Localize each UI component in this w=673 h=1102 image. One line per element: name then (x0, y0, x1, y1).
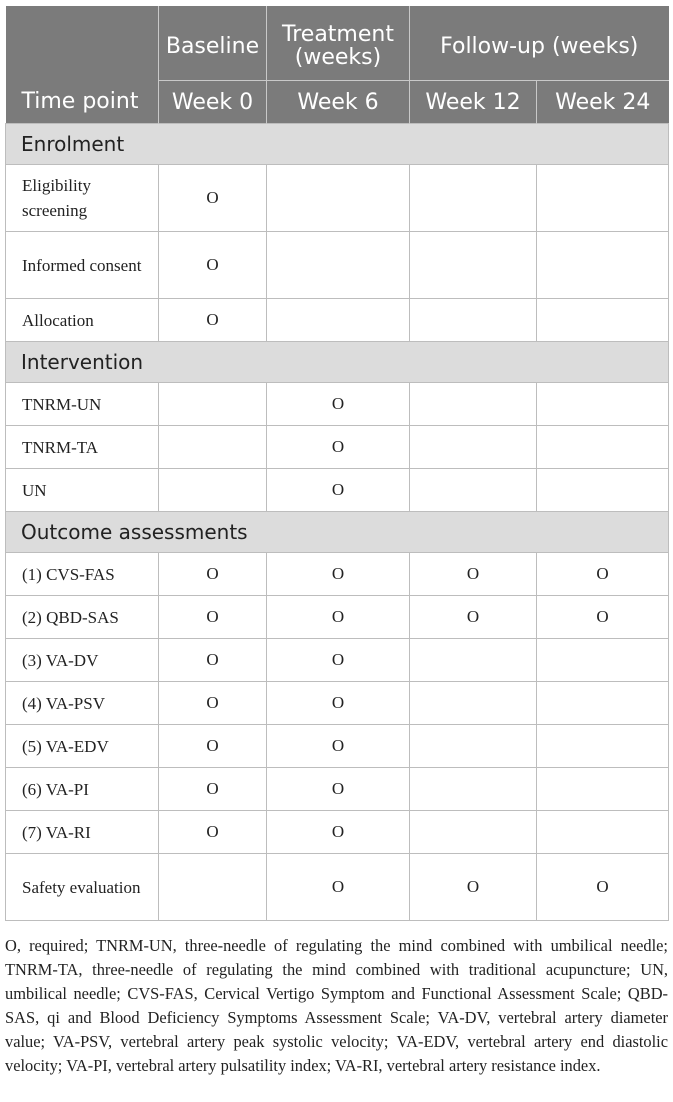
table-row (6, 854, 669, 921)
schedule-mark-cell (537, 639, 669, 682)
schedule-mark-cell: O (159, 725, 267, 768)
schedule-mark-cell: O (410, 854, 537, 921)
schedule-mark-cell: O (159, 811, 267, 854)
table-row (6, 596, 669, 639)
header-corner (6, 6, 159, 81)
table-row (6, 811, 669, 854)
schedule-mark-cell (537, 768, 669, 811)
schedule-mark-cell (537, 383, 669, 426)
schedule-mark-cell (410, 639, 537, 682)
table-footnote: O, required; TNRM-UN, three-needle of regulating the mind combined with umbilical needle; TNRM-TA, three-needle of regulating the mind combined with traditional acupuncture; UN, umbilical needle; CVS-FAS, Cervical Vertigo Symptom and Functional Assessment Scale; QBD-SAS, qi and Blood Deficiency Symptoms Assessment Scale; VA-DV, vertebral artery diameter value; VA-PSV, vertebral artery peak systolic velocity; VA-EDV, vertebral artery end diastolic velocity; VA-PI, vertebral artery pulsatility index; VA-RI, vertebral artery resistance index. (5, 936, 668, 1075)
schedule-mark-cell: O (267, 553, 410, 596)
section-title: Outcome assessments (6, 512, 669, 553)
section-title: Intervention (6, 342, 669, 383)
table-row (6, 232, 669, 299)
schedule-mark-cell (159, 469, 267, 512)
header-week-12: Week 12 (410, 81, 537, 124)
schedule-mark-cell (537, 811, 669, 854)
schedule-mark-cell (410, 299, 537, 342)
schedule-mark-cell (410, 682, 537, 725)
schedule-mark-cell: O (537, 854, 669, 921)
schedule-mark-cell: O (267, 426, 410, 469)
schedule-mark-cell: O (159, 639, 267, 682)
header-week-0: Week 0 (159, 81, 267, 124)
header-row-weeks (6, 81, 669, 124)
row-label: (6) VA-PI (6, 768, 159, 811)
schedule-mark-cell (537, 682, 669, 725)
header-row-phases (6, 6, 669, 81)
schedule-mark-cell: O (159, 165, 267, 232)
schedule-mark-cell (537, 426, 669, 469)
table-row (6, 682, 669, 725)
schedule-mark-cell: O (267, 854, 410, 921)
schedule-mark-cell: O (267, 682, 410, 725)
schedule-mark-cell: O (537, 596, 669, 639)
row-label: (7) VA-RI (6, 811, 159, 854)
row-label: Allocation (6, 299, 159, 342)
schedule-mark-cell: O (267, 383, 410, 426)
section-row (6, 342, 669, 383)
schedule-mark-cell (537, 165, 669, 232)
table-row (6, 383, 669, 426)
schedule-mark-cell (410, 232, 537, 299)
table-row (6, 469, 669, 512)
header-followup: Follow-up (weeks) (410, 6, 669, 81)
schedule-mark-cell (537, 469, 669, 512)
row-label: (1) CVS-FAS (6, 553, 159, 596)
schedule-mark-cell (410, 469, 537, 512)
table-body (6, 124, 669, 921)
header-week-6: Week 6 (267, 81, 410, 124)
schedule-mark-cell: O (159, 553, 267, 596)
schedule-mark-cell: O (410, 553, 537, 596)
schedule-mark-cell: O (159, 768, 267, 811)
row-label: UN (6, 469, 159, 512)
section-title: Enrolment (6, 124, 669, 165)
schedule-mark-cell (267, 232, 410, 299)
schedule-mark-cell (537, 232, 669, 299)
row-label: Safety evaluation (6, 854, 159, 921)
schedule-mark-cell: O (267, 768, 410, 811)
row-label: (4) VA-PSV (6, 682, 159, 725)
table-row (6, 639, 669, 682)
schedule-mark-cell: O (267, 639, 410, 682)
header-treatment: Treatment (weeks) (267, 6, 410, 81)
schedule-mark-cell: O (267, 725, 410, 768)
table-row (6, 553, 669, 596)
row-label: (5) VA-EDV (6, 725, 159, 768)
row-label: Eligibility screening (6, 165, 159, 232)
schedule-mark-cell: O (537, 553, 669, 596)
row-label: (3) VA-DV (6, 639, 159, 682)
schedule-mark-cell (410, 725, 537, 768)
schedule-mark-cell (537, 299, 669, 342)
schedule-mark-cell (410, 165, 537, 232)
schedule-mark-cell: O (159, 232, 267, 299)
schedule-mark-cell: O (159, 596, 267, 639)
section-row (6, 124, 669, 165)
header-time-point: Time point (6, 81, 159, 124)
row-label: TNRM-UN (6, 383, 159, 426)
schedule-mark-cell (410, 383, 537, 426)
schedule-mark-cell: O (410, 596, 537, 639)
schedule-mark-cell: O (159, 682, 267, 725)
table-row (6, 426, 669, 469)
table-row (6, 725, 669, 768)
schedule-mark-cell: O (267, 811, 410, 854)
row-label: TNRM-TA (6, 426, 159, 469)
schedule-mark-cell (410, 426, 537, 469)
row-label: (2) QBD-SAS (6, 596, 159, 639)
schedule-table-container (5, 6, 668, 921)
schedule-mark-cell: O (267, 596, 410, 639)
row-label: Informed consent (6, 232, 159, 299)
header-baseline: Baseline (159, 6, 267, 81)
schedule-mark-cell (267, 165, 410, 232)
schedule-mark-cell: O (159, 299, 267, 342)
schedule-mark-cell: O (267, 469, 410, 512)
schedule-table (5, 6, 669, 921)
schedule-mark-cell (159, 426, 267, 469)
section-row (6, 512, 669, 553)
table-row (6, 299, 669, 342)
schedule-mark-cell (410, 768, 537, 811)
schedule-mark-cell (159, 383, 267, 426)
table-row (6, 768, 669, 811)
schedule-mark-cell (159, 854, 267, 921)
schedule-mark-cell (410, 811, 537, 854)
schedule-mark-cell (537, 725, 669, 768)
header-week-24: Week 24 (537, 81, 669, 124)
table-row (6, 165, 669, 232)
schedule-mark-cell (267, 299, 410, 342)
